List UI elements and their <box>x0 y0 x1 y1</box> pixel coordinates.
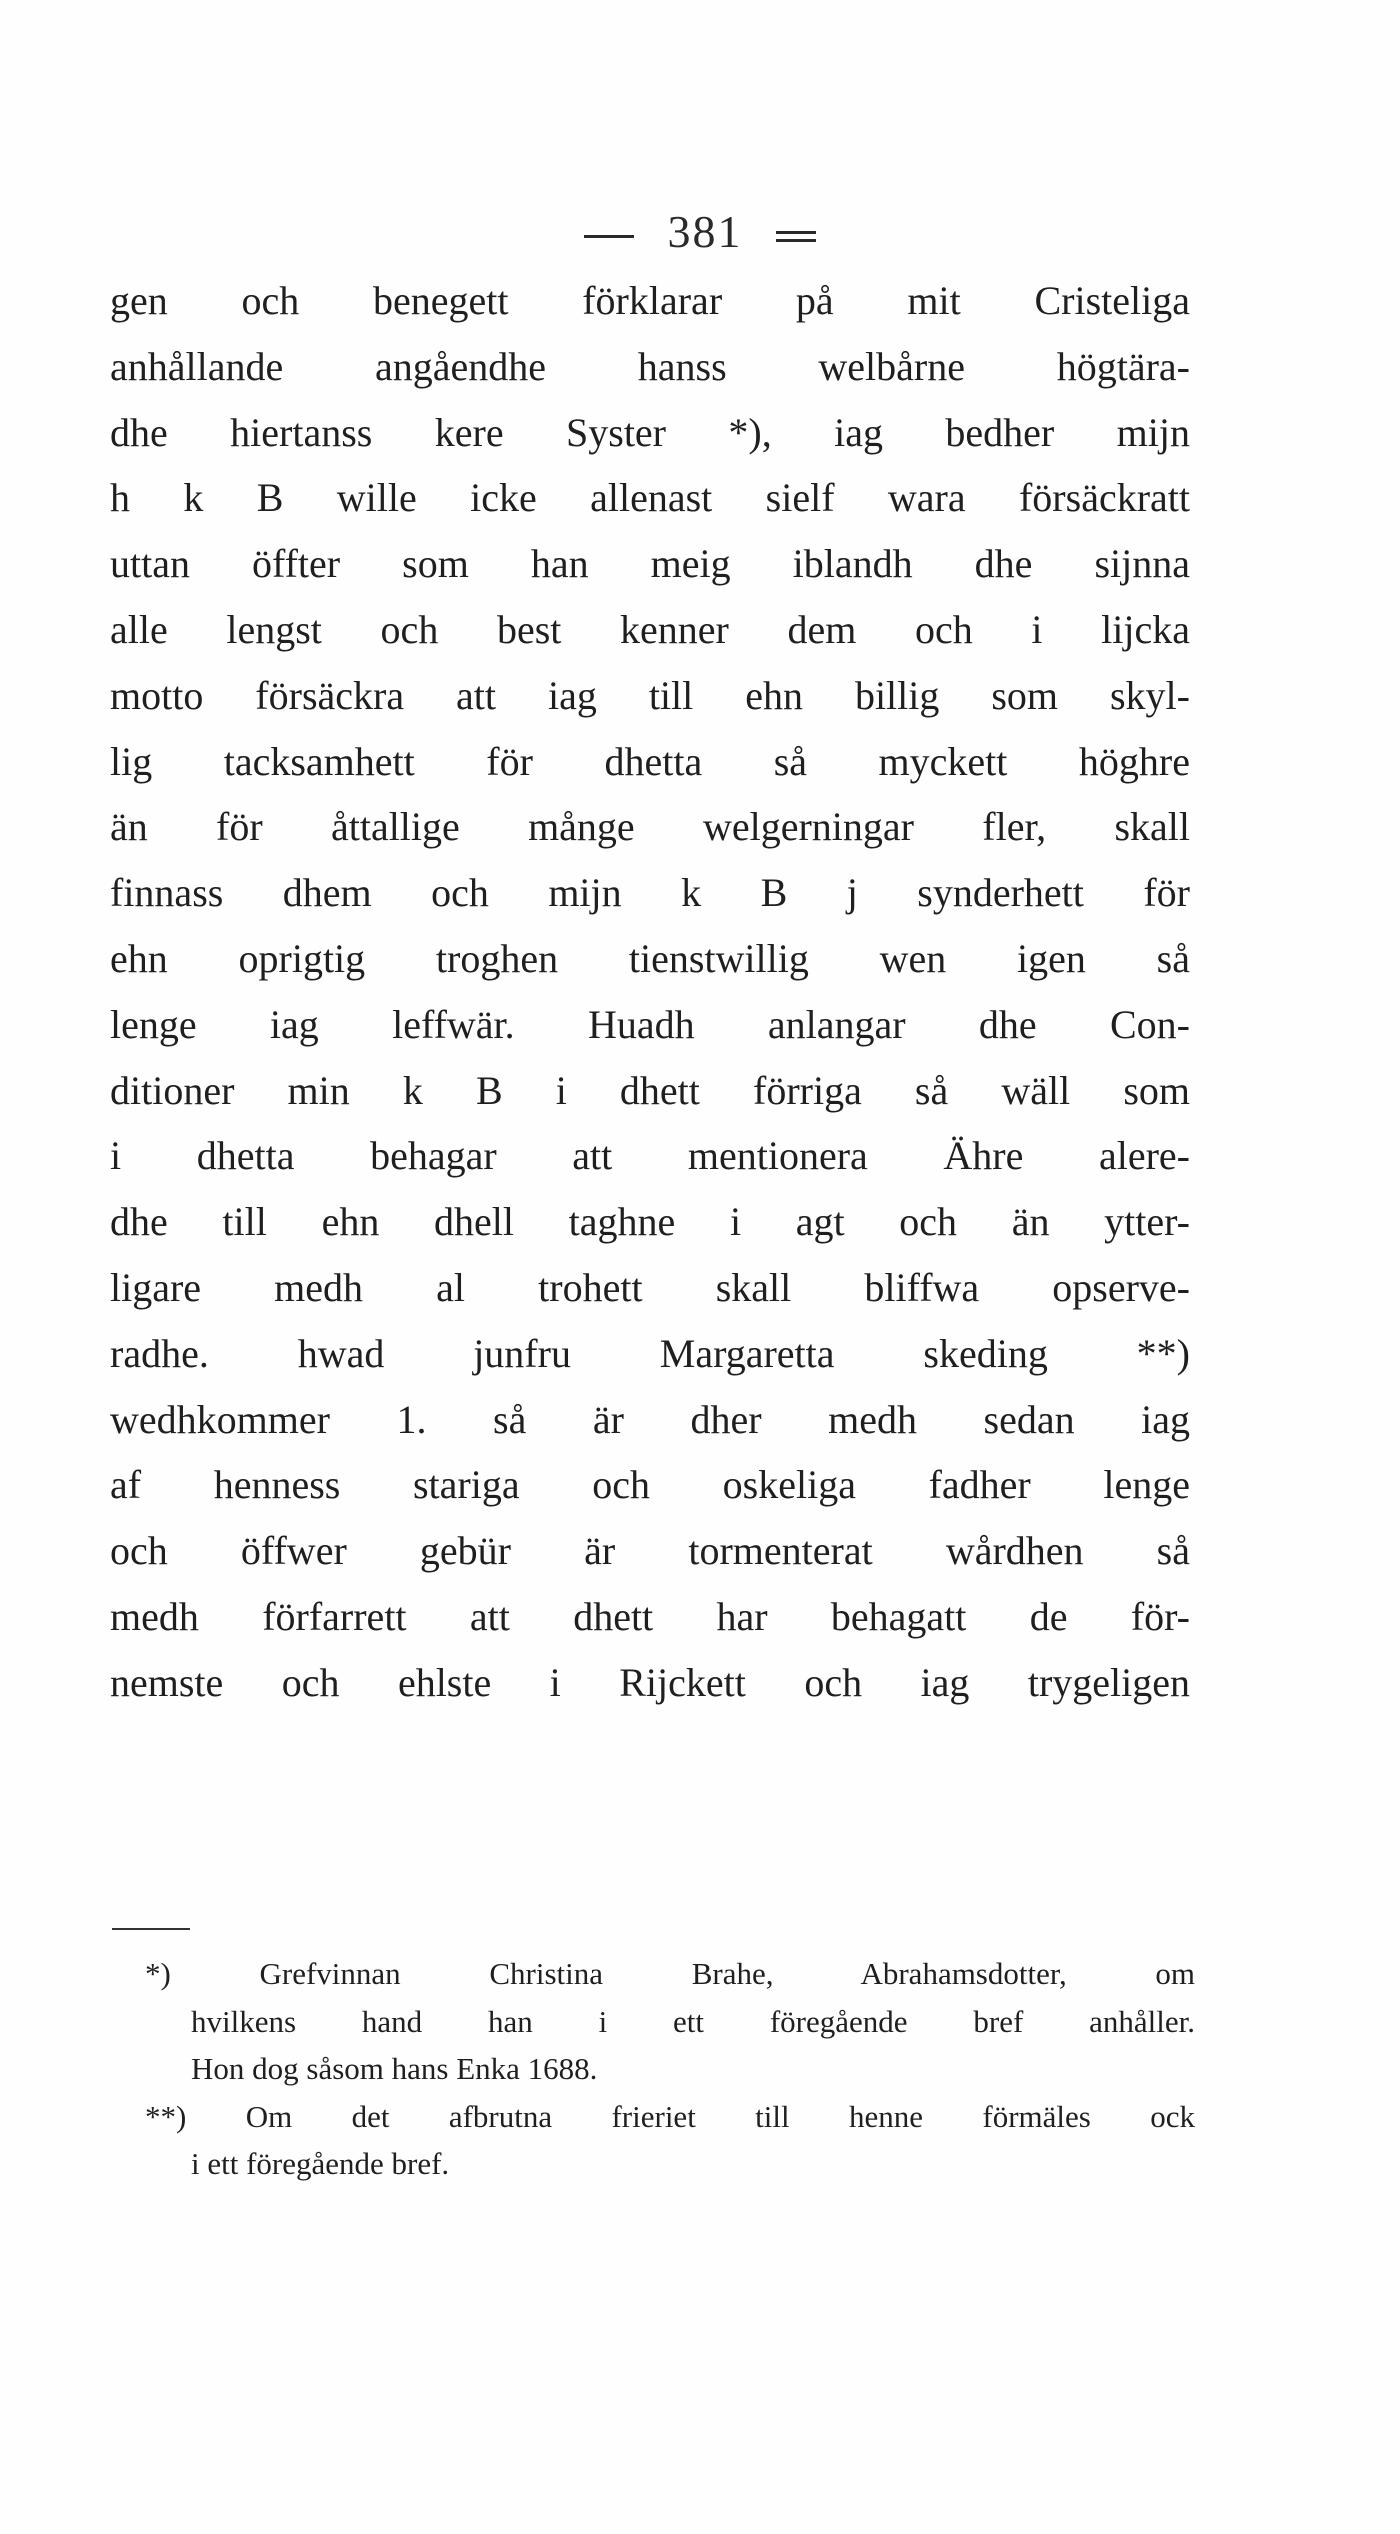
text-line: h k B wille icke allenast sielf wara försäckratt <box>110 475 1190 521</box>
footnote-line: Hon dog såsom hans Enka 1688. <box>191 2051 598 2086</box>
text-line: alle lengst och best kenner dem och i lijcka <box>110 606 1190 652</box>
text-line: nemste och ehlste i Rijckett och iag trygeligen <box>110 1659 1190 1705</box>
page-header <box>0 205 1400 258</box>
main-text <box>110 268 1190 1716</box>
text-line: lenge iag leffwär. Huadh anlangar dhe Con- <box>110 1001 1190 1047</box>
text-line: af henness stariga och oskeliga fadher lenge <box>110 1462 1190 1508</box>
text-line: gen och benegett förklarar på mit Cristeliga <box>110 278 1190 323</box>
footnote-2 <box>145 2093 1195 2188</box>
text-line: ditioner min k B i dhett förriga så wäll som <box>110 1067 1190 1113</box>
text-line: motto försäckra att iag till ehn billig som skyl- <box>110 672 1190 718</box>
footnote-line: hvilkens hand han i ett föregående bref anhåller. <box>191 2003 1195 2039</box>
text-line: lig tacksamhett för dhetta så myckett höghre <box>110 738 1190 784</box>
text-line: ehn oprigtig troghen tienstwillig wen igen så <box>110 935 1190 981</box>
text-line: radhe. hwad junfru Margaretta skeding **) <box>110 1330 1190 1376</box>
footnote-1 <box>145 1950 1195 2093</box>
text-line: uttan öffter som han meig iblandh dhe sijnna <box>110 541 1190 587</box>
text-line: i dhetta behagar att mentionera Ähre alere- <box>110 1133 1190 1179</box>
footnotes <box>145 1950 1195 2188</box>
header-dash-left <box>584 235 634 238</box>
footnote-line: **) Om det afbrutna frieriet till henne förmäles ock <box>145 2098 1195 2134</box>
text-line: och öffwer gebür är tormenterat wårdhen så <box>110 1528 1190 1574</box>
text-line: ligare medh al trohett skall bliffwa opserve- <box>110 1264 1190 1310</box>
text-line: än för åttallige månge welgerningar fler, skall <box>110 804 1190 850</box>
text-line: medh förfarrett att dhett har behagatt de för- <box>110 1593 1190 1639</box>
footnote-line: *) Grefvinnan Christina Brahe, Abrahamsdotter, om <box>145 1956 1195 1991</box>
page-number: 381 <box>667 206 743 257</box>
footnote-line: i ett föregående bref. <box>191 2146 450 2181</box>
text-line: dhe hiertanss kere Syster *), iag bedher mijn <box>110 409 1190 455</box>
text-line: finnass dhem och mijn k B j synderhett för <box>110 870 1190 916</box>
header-dash-right <box>776 231 816 242</box>
text-line: anhållande angåendhe hanss welbårne högtära- <box>110 343 1190 389</box>
text-line: wedhkommer 1. så är dher medh sedan iag <box>110 1396 1190 1442</box>
text-line: dhe till ehn dhell taghne i agt och än ytter- <box>110 1199 1190 1245</box>
footnote-rule <box>112 1928 190 1930</box>
